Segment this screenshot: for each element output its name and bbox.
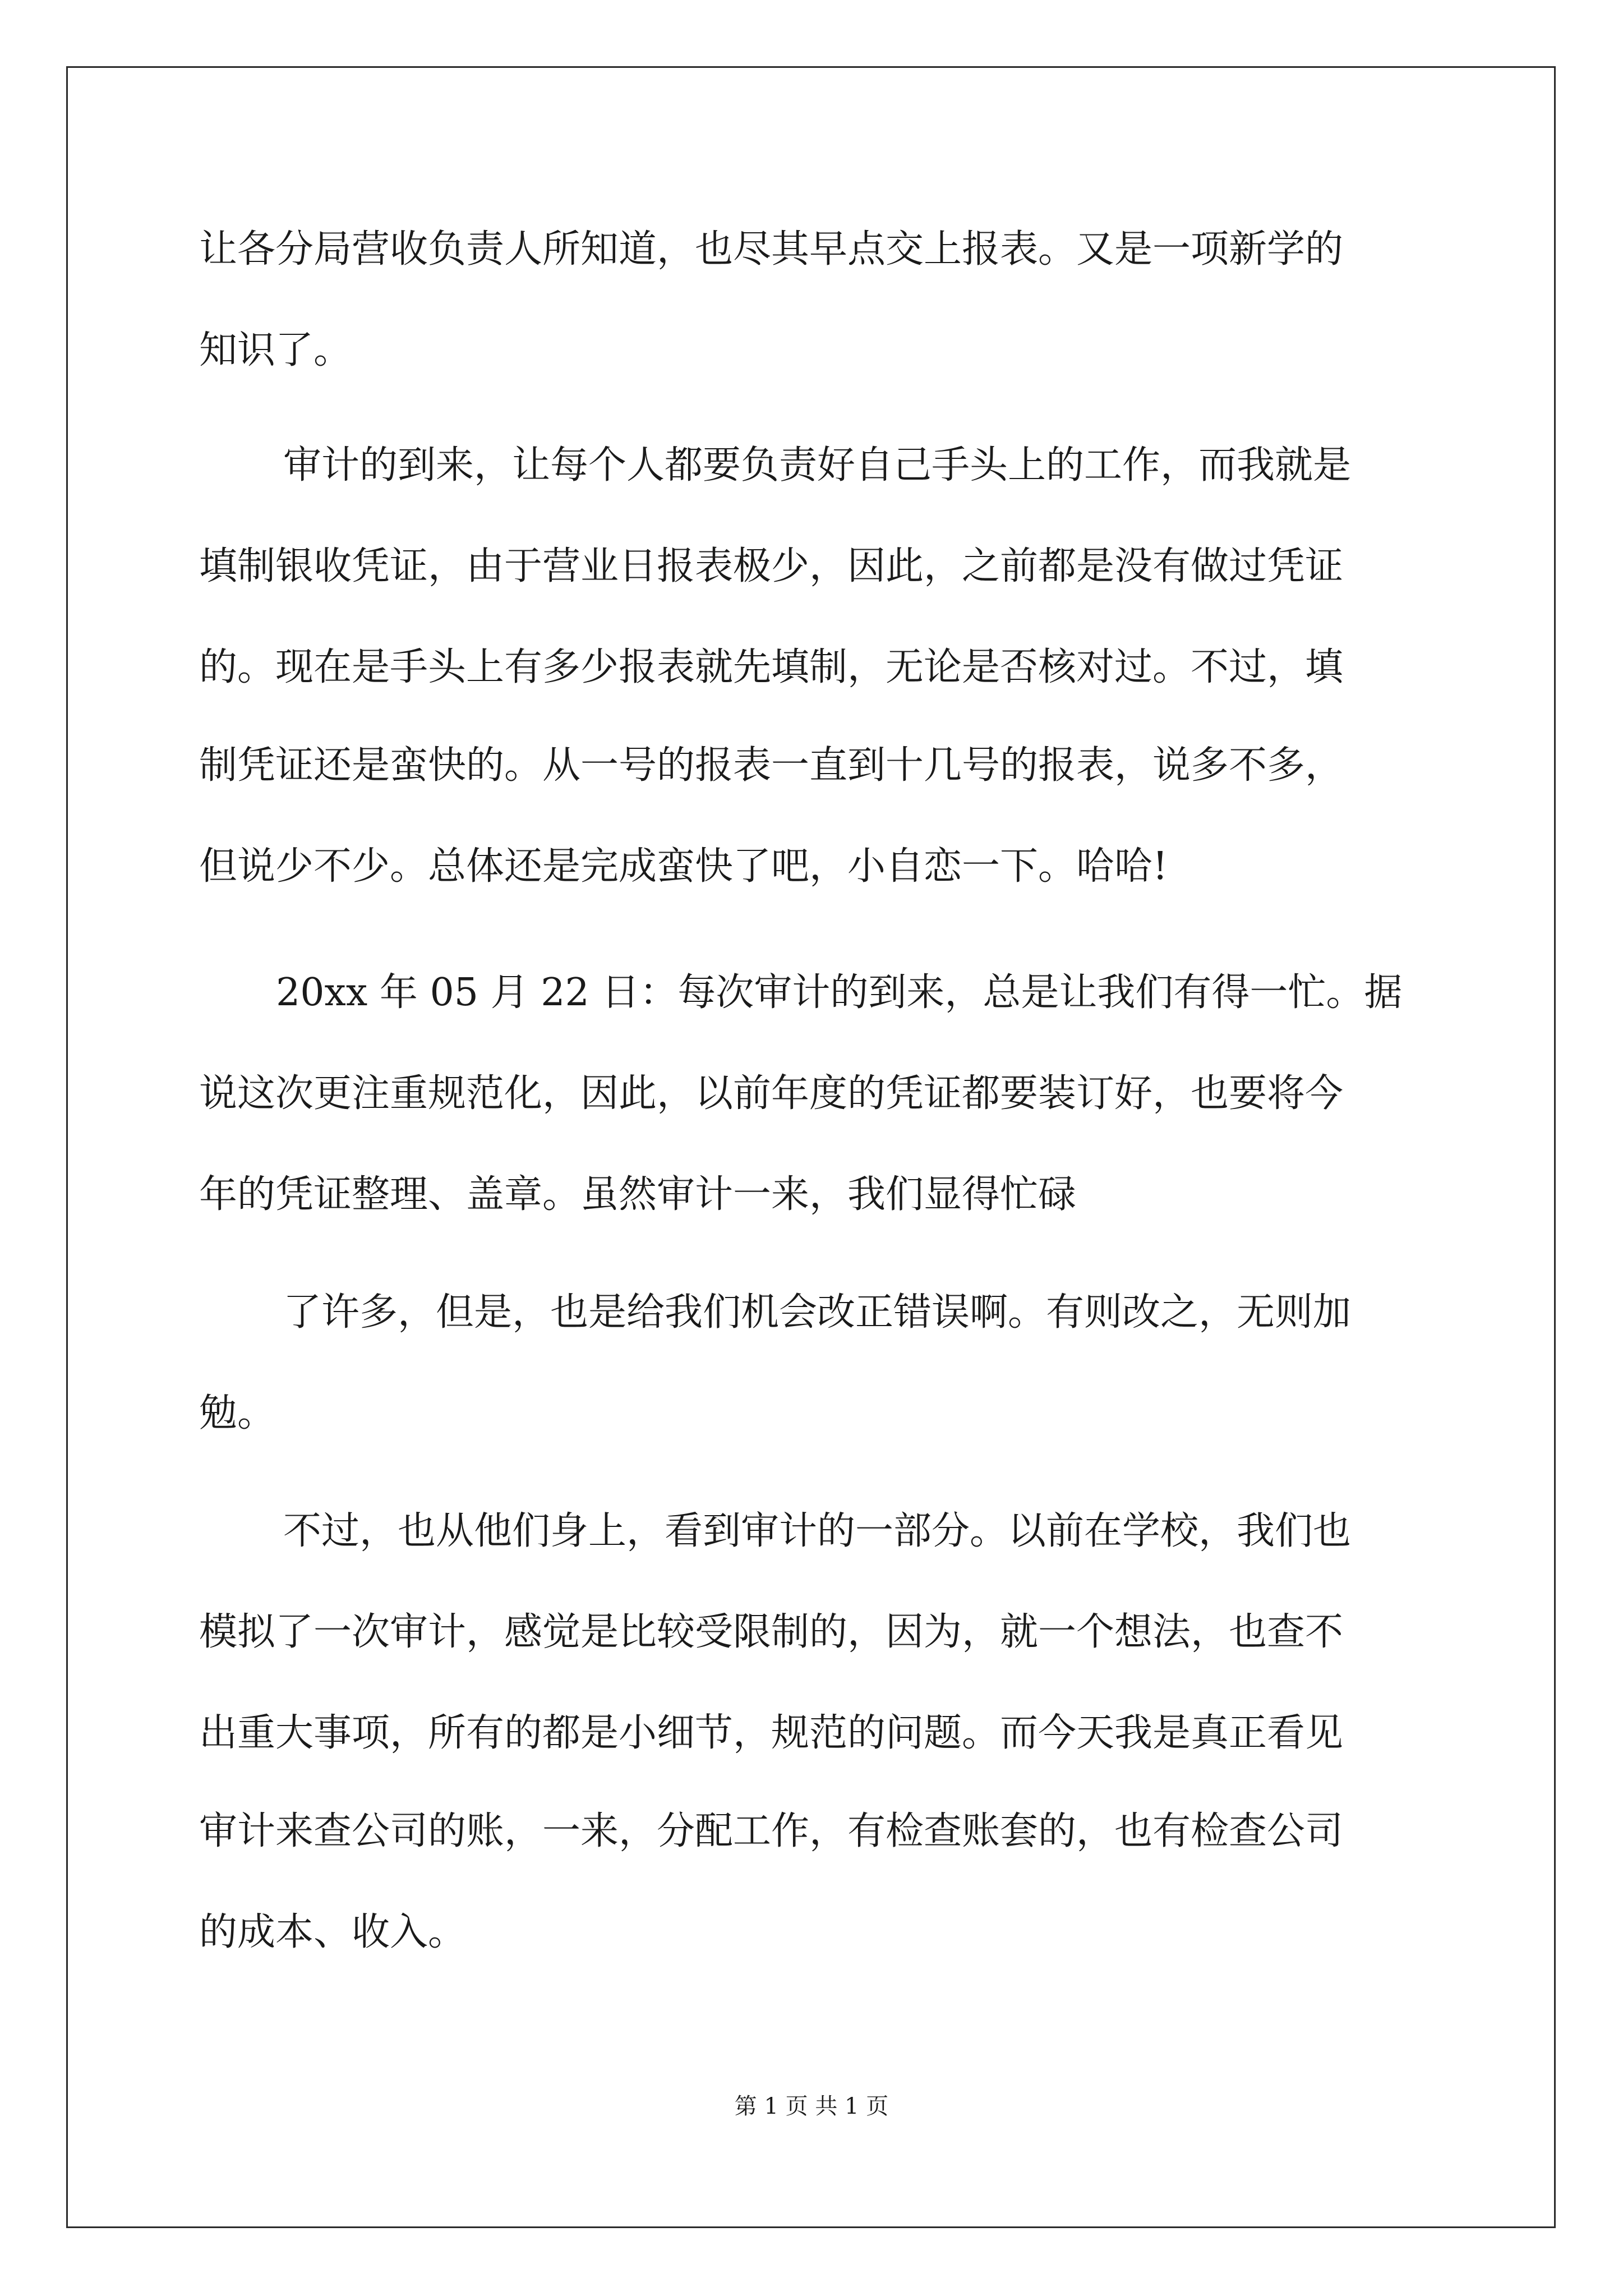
paragraph-start-line: 不过，也从他们身上，看到审计的一部分。以前在学校，我们也 [283,1509,1352,1553]
text-line: 知识了。 [199,328,352,372]
text-line: 制凭证还是蛮快的。从一号的报表一直到十几号的报表，说多不多， [199,743,1344,788]
text-line: 的成本、收入。 [199,1910,467,1954]
paragraph-start-line: 审计的到来，让每个人都要负责好自己手头上的工作，而我就是 [283,443,1352,487]
page-number-footer: 第 1 页 共 1 页 [734,2093,889,2119]
text-line: 的。现在是手头上有多少报表就先填制，无论是否核对过。不过，填 [199,645,1344,689]
text-line: 勉。 [199,1391,276,1435]
text-line: 填制银收凭证，由于营业日报表极少，因此，之前都是没有做过凭证 [199,544,1344,588]
text-line: 让各分局营收负责人所知道，也尽其早点交上报表。又是一项新学的 [199,227,1344,272]
text-line: 说这次更注重规范化，因此，以前年度的凭证都要装订好，也要将今 [199,1071,1344,1116]
text-line: 审计来查公司的账，一来，分配工作，有检查账套的，也有检查公司 [199,1809,1344,1853]
text-line: 模拟了一次审计，感觉是比较受限制的，因为，就一个想法，也查不 [199,1610,1344,1654]
page-border [66,66,1556,2228]
text-line: 出重大事项，所有的都是小细节，规范的问题。而今天我是真正看见 [199,1711,1344,1755]
paragraph-start-line: 了许多，但是，也是给我们机会改正错误啊。有则改之，无则加 [283,1290,1352,1335]
text-line: 但说少不少。总体还是完成蛮快了吧，小自恋一下。哈哈! [199,844,1168,889]
paragraph-start-line: 20xx 年 05 月 22 日：每次审计的到来，总是让我们有得一忙。据 [276,970,1403,1015]
text-line: 年的凭证整理、盖章。虽然审计一来，我们显得忙碌 [199,1172,1077,1217]
